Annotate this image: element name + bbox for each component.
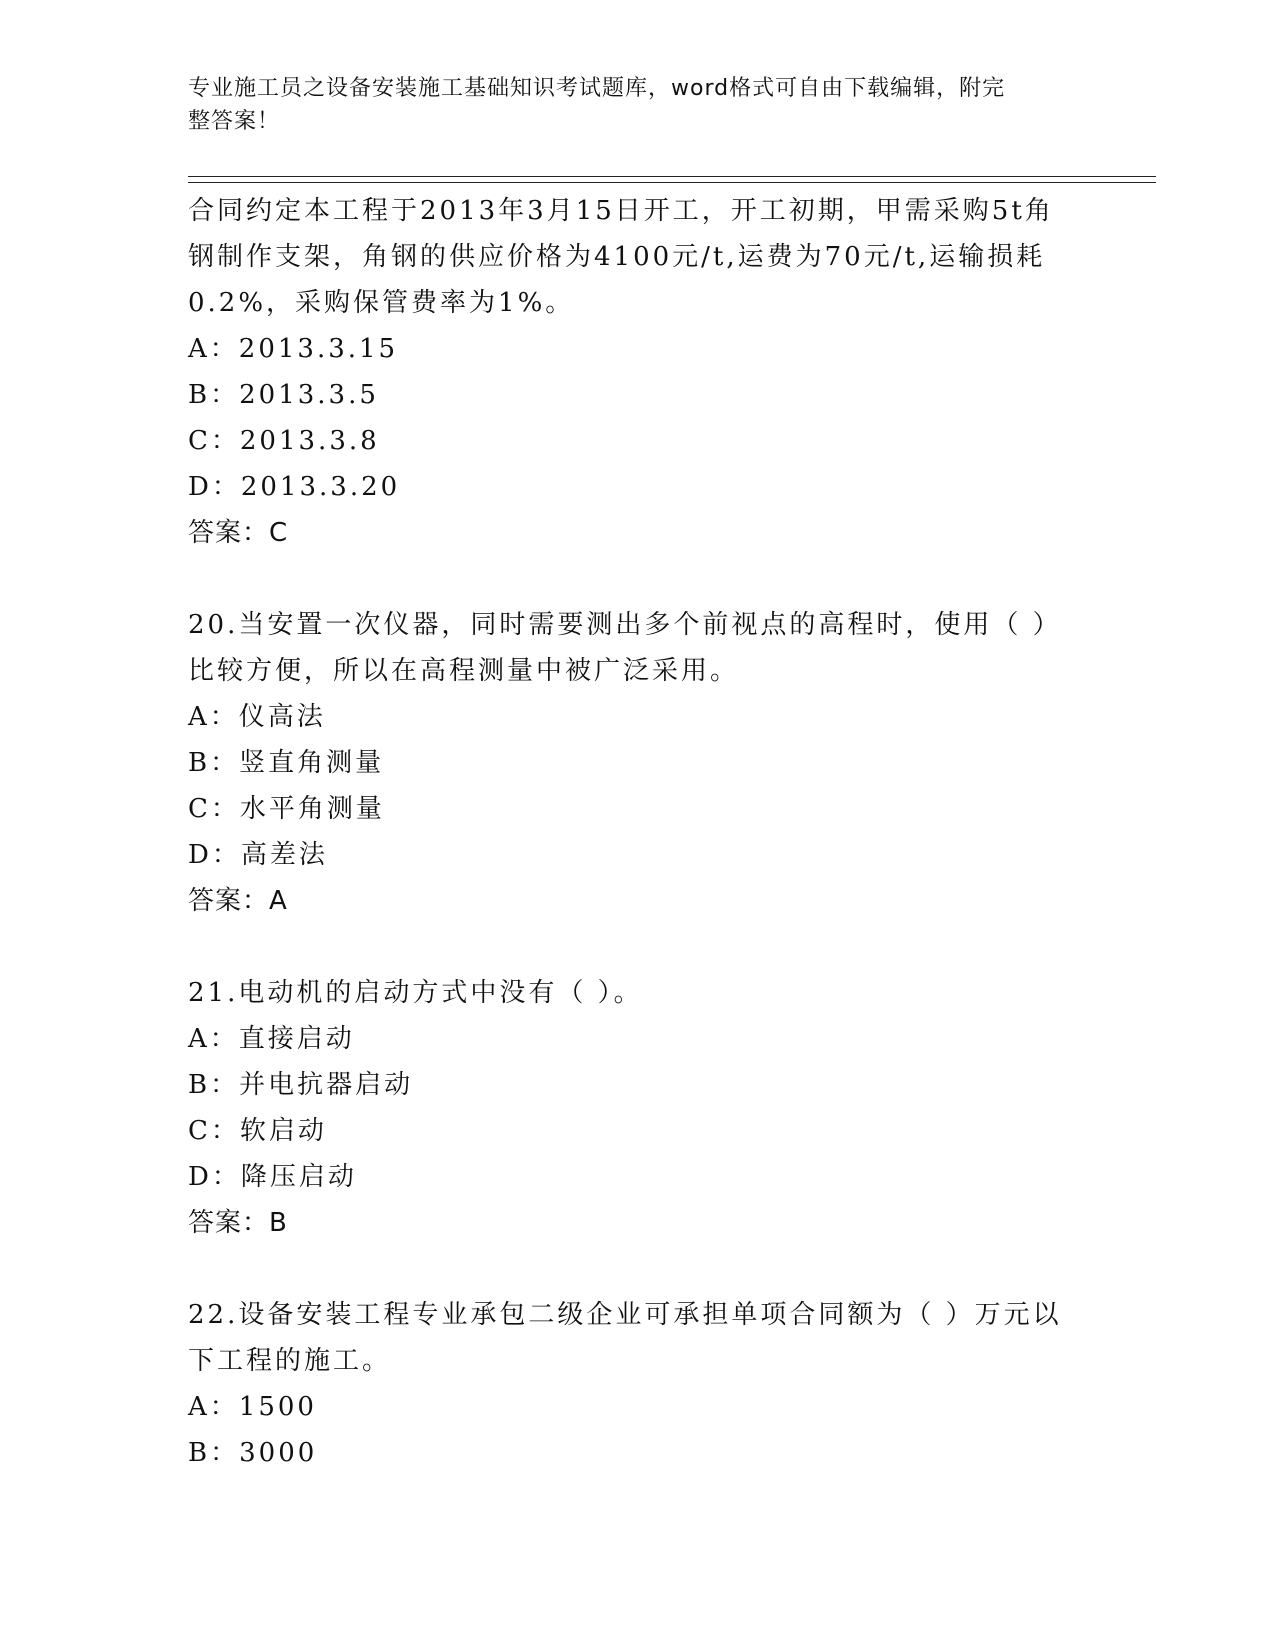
question-line: 下工程的施工。	[188, 1346, 392, 1376]
question-line: 0.2%，采购保管费率为1%。	[188, 288, 575, 318]
question-line: 钢制作支架，角钢的供应价格为4100元/t,运费为70元/t,运输损耗	[188, 242, 1046, 272]
question-list	[188, 188, 1088, 1476]
answer-text: 答案：C	[188, 518, 289, 548]
question-text	[188, 602, 1088, 694]
option-c: C：水平角测量	[188, 794, 385, 824]
question-block	[188, 1292, 1088, 1476]
question-text	[188, 1292, 1088, 1384]
question-text	[188, 188, 1088, 326]
question-block	[188, 188, 1088, 556]
question-block	[188, 602, 1088, 924]
question-line: 22.设备安装工程专业承包二级企业可承担单项合同额为（ ）万元以	[188, 1300, 1062, 1330]
option-a: A：2013.3.15	[188, 334, 399, 364]
question-line: 20.当安置一次仪器，同时需要测出多个前视点的高程时，使用（ ）	[188, 610, 1062, 640]
option-b: B：并电抗器启动	[188, 1070, 414, 1100]
question-line: 比较方便，所以在高程测量中被广泛采用。	[188, 656, 740, 686]
option-c: C：2013.3.8	[188, 426, 380, 456]
header-divider-top	[188, 176, 1156, 177]
option-b: B：2013.3.5	[188, 380, 379, 410]
question-line: 合同约定本工程于2013年3月15日开工，开工初期，甲需采购5t角	[188, 196, 1054, 226]
header-line-1: 专业施工员之设备安装施工基础知识考试题库，word格式可自由下载编辑，附完	[188, 76, 1006, 101]
answer-text: 答案：B	[188, 1208, 288, 1238]
header-divider-bottom	[188, 182, 1156, 183]
option-a: A：直接启动	[188, 1024, 355, 1054]
option-d: D：降压启动	[188, 1162, 357, 1192]
header-line-2: 整答案！	[188, 109, 281, 134]
option-d: D：2013.3.20	[188, 472, 401, 502]
option-c: C：软启动	[188, 1116, 327, 1146]
option-b: B：3000	[188, 1438, 318, 1468]
question-block	[188, 970, 1088, 1246]
answer-text: 答案：A	[188, 886, 288, 916]
question-text	[188, 970, 1088, 1016]
option-b: B：竖直角测量	[188, 748, 385, 778]
question-line: 21.电动机的启动方式中没有（ ）。	[188, 978, 643, 1008]
option-a: A：1500	[188, 1392, 317, 1422]
option-d: D：高差法	[188, 840, 328, 870]
option-a: A：仪高法	[188, 702, 326, 732]
document-header	[188, 72, 1068, 138]
